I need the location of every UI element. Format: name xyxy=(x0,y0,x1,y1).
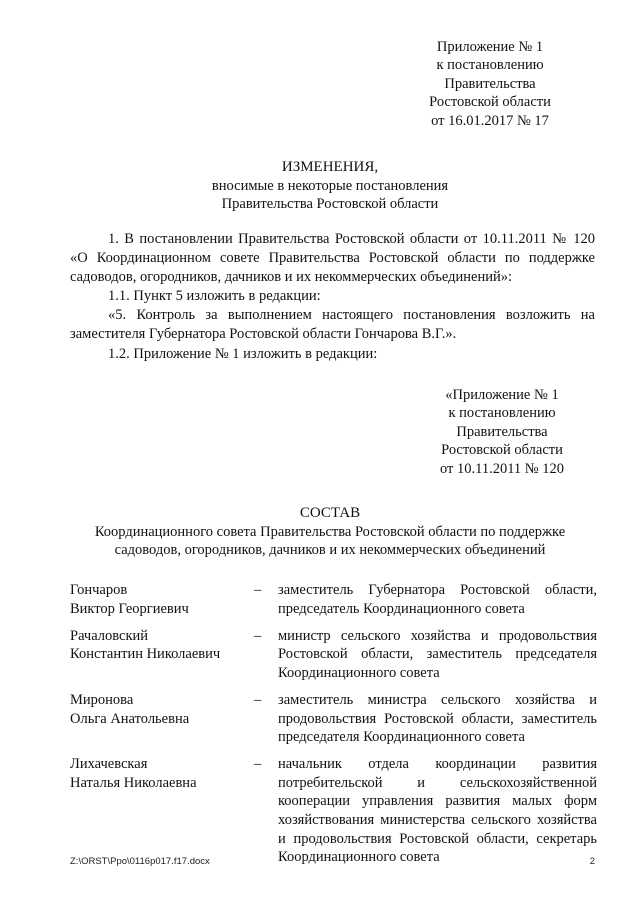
member-role: заместитель Губернатора Ростовской области, председатель Координационного совета xyxy=(278,582,597,617)
composition-subtitle: садоводов, огородников, дачников и их некоммерческих объединений xyxy=(114,542,546,559)
member-given-names: Виктор Георгиевич xyxy=(70,600,189,617)
member-role: заместитель министра сельского хозяйства и продовольствия Ростовской области, заместитель председателя Координационного совета xyxy=(278,691,597,746)
member-name xyxy=(70,581,250,618)
file-path: Z:\ORST\Ppo\0116p017.f17.docx xyxy=(70,856,210,867)
page-footer xyxy=(70,856,595,867)
paragraph-1-1: 1.1. Пункт 5 изложить в редакции: xyxy=(108,288,321,305)
paragraph-5: «5. Контроль за выполнением настоящего постановления возложить на заместителя Губернатора Ростовской области Гончарова В.Г.». xyxy=(70,307,595,343)
member-row xyxy=(70,627,597,683)
members-list xyxy=(70,581,597,875)
member-role: министр сельского хозяйства и продовольствия Ростовской области, заместитель председателя Координационного совета xyxy=(278,627,597,681)
member-given-names: Ольга Анатольевна xyxy=(70,710,190,727)
changes-subtitle: Правительства Ростовской области xyxy=(221,196,439,213)
appendix-line: Приложение № 1 xyxy=(436,39,544,55)
member-name xyxy=(70,691,250,728)
member-row xyxy=(70,755,597,867)
appendix-line: Ростовской области xyxy=(441,442,563,459)
composition-subtitle: Координационного совета Правительства Ростовской области по поддержке xyxy=(94,523,566,540)
appendix-line: от 16.01.2017 № 17 xyxy=(431,112,549,129)
appendix-line: к постановлению xyxy=(448,405,556,422)
member-row xyxy=(70,691,597,747)
member-row xyxy=(70,581,597,618)
member-role: начальник отдела координации развития потребительской и сельскохозяйственной кооперации управления развития малых форм хозяйствования министерства сельского хозяйства и продовольствия Ростовской области, секретарь Координационного совета xyxy=(278,756,597,866)
composition-heading: СОСТАВ xyxy=(299,505,361,521)
member-surname: Лихачевская xyxy=(70,756,148,773)
member-surname: Миронова xyxy=(70,691,134,708)
appendix-line: «Приложение № 1 xyxy=(445,387,559,403)
header-appendix xyxy=(400,38,580,130)
member-dash: – xyxy=(254,756,262,773)
member-given-names: Константин Николаевич xyxy=(70,646,221,663)
appendix-line: Правительства xyxy=(456,423,548,440)
member-surname: Рачаловский xyxy=(70,627,149,644)
member-dash: – xyxy=(254,582,262,598)
appendix-line: от 10.11.2011 № 120 xyxy=(439,460,565,477)
member-given-names: Наталья Николаевна xyxy=(70,774,197,791)
appendix-line: Ростовской области xyxy=(429,94,551,111)
paragraph-1: 1. В постановлении Правительства Ростовской области от 10.11.2011 № 120 «О Координационном совете Правительства Ростовской области по поддержке садоводов, огородников, дачников и их некоммерческих объединений»: xyxy=(70,231,595,286)
page-number: 2 xyxy=(589,856,595,867)
composition-title xyxy=(70,504,590,560)
appendix-line: Правительства xyxy=(444,75,536,92)
member-dash: – xyxy=(254,691,262,708)
changes-heading: ИЗМЕНЕНИЯ, xyxy=(281,159,379,175)
member-name xyxy=(70,755,250,792)
member-surname: Гончаров xyxy=(70,582,128,598)
changes-subtitle: вносимые в некоторые постановления xyxy=(211,177,449,194)
paragraph-1-2: 1.2. Приложение № 1 изложить в редакции: xyxy=(108,345,378,362)
member-dash: – xyxy=(254,627,262,644)
document-body xyxy=(70,230,595,364)
member-name xyxy=(70,627,250,664)
appendix-line: к постановлению xyxy=(436,57,544,74)
inner-appendix xyxy=(412,386,592,478)
changes-title xyxy=(70,158,590,214)
